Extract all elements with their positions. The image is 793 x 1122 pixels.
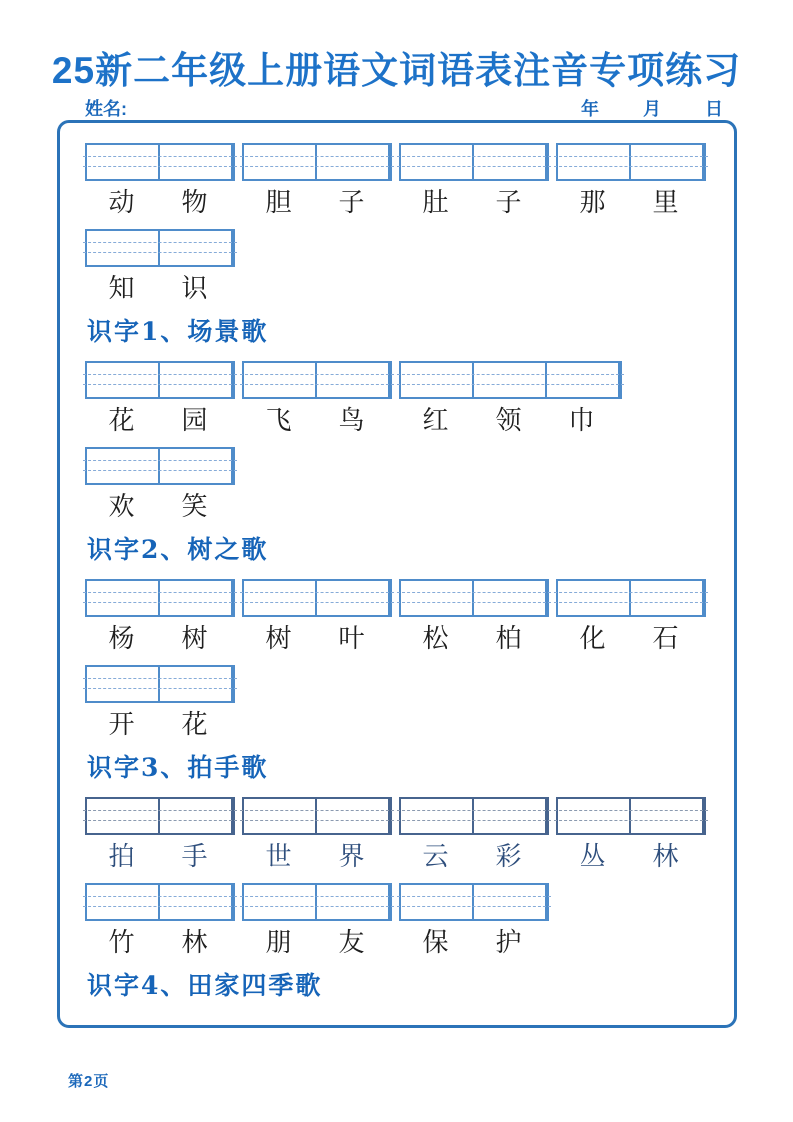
pinyin-box — [85, 447, 235, 485]
pinyin-cell — [631, 145, 704, 179]
worksheet-frame — [57, 120, 737, 1028]
chars-row — [85, 273, 235, 305]
words-row — [85, 797, 734, 873]
char: 林 — [652, 842, 679, 872]
pinyin-box — [556, 143, 706, 181]
chars-row — [399, 623, 549, 655]
char: 世 — [265, 842, 292, 872]
words-row — [85, 883, 734, 959]
chars-row — [556, 623, 706, 655]
pinyin-cell — [474, 885, 547, 919]
pinyin-cell — [631, 581, 704, 615]
char: 里 — [652, 188, 679, 218]
pinyin-box — [85, 883, 235, 921]
pinyin-cell — [160, 667, 233, 701]
word-unit — [399, 143, 549, 219]
section-header: 识字2、树之歌 — [87, 535, 269, 564]
worksheet-body — [85, 143, 734, 1001]
pinyin-cell — [558, 799, 631, 833]
word-unit — [556, 797, 706, 873]
pinyin-cell — [160, 449, 233, 483]
chars-row — [85, 841, 235, 873]
word-unit — [242, 361, 392, 437]
pinyin-cell — [87, 363, 160, 397]
pinyin-box — [85, 361, 235, 399]
pinyin-box — [85, 797, 235, 835]
char: 石 — [652, 624, 679, 654]
pinyin-box — [242, 361, 392, 399]
char: 笑 — [181, 492, 208, 522]
pinyin-cell — [160, 885, 233, 919]
pinyin-box — [85, 665, 235, 703]
pinyin-cell — [317, 885, 390, 919]
pinyin-cell — [87, 449, 160, 483]
word-unit — [556, 579, 706, 655]
pinyin-cell — [87, 667, 160, 701]
char: 物 — [181, 188, 208, 218]
pinyin-cell — [474, 363, 547, 397]
char: 树 — [265, 624, 292, 654]
word-unit — [85, 143, 235, 219]
chars-row — [556, 841, 706, 873]
words-row — [85, 579, 734, 655]
meta-row — [85, 95, 723, 121]
chars-row — [85, 491, 235, 523]
char: 飞 — [265, 406, 292, 436]
pinyin-cell — [401, 885, 474, 919]
pinyin-box — [242, 797, 392, 835]
word-unit — [399, 579, 549, 655]
page-footer: 第2页 — [68, 1073, 110, 1090]
char: 花 — [108, 406, 135, 436]
char: 子 — [338, 188, 365, 218]
char: 丛 — [579, 842, 606, 872]
pinyin-cell — [401, 581, 474, 615]
chars-row — [399, 841, 549, 873]
char: 巾 — [568, 406, 595, 436]
chars-row — [242, 187, 392, 219]
char: 柏 — [495, 624, 522, 654]
word-unit — [556, 143, 706, 219]
chars-row — [399, 187, 549, 219]
word-unit — [85, 883, 235, 959]
char: 红 — [422, 406, 449, 436]
char: 肚 — [422, 188, 449, 218]
pinyin-cell — [474, 799, 547, 833]
page-title: 25新二年级上册语文词语表注音专项练习 — [51, 50, 742, 91]
char: 朋 — [265, 928, 292, 958]
char: 云 — [422, 842, 449, 872]
char: 拍 — [108, 842, 135, 872]
chars-row — [242, 927, 392, 959]
char: 花 — [181, 710, 208, 740]
pinyin-box — [399, 361, 622, 399]
words-row — [85, 143, 734, 219]
pinyin-cell — [244, 363, 317, 397]
word-unit — [85, 447, 235, 523]
char: 领 — [495, 406, 522, 436]
pinyin-cell — [547, 363, 620, 397]
char: 子 — [495, 188, 522, 218]
pinyin-box — [85, 143, 235, 181]
pinyin-cell — [401, 363, 474, 397]
words-row — [85, 447, 734, 523]
char: 松 — [422, 624, 449, 654]
word-unit — [85, 665, 235, 741]
pinyin-cell — [244, 145, 317, 179]
section-header: 识字1、场景歌 — [87, 317, 269, 346]
chars-row — [242, 841, 392, 873]
pinyin-cell — [401, 145, 474, 179]
char: 友 — [338, 928, 365, 958]
word-unit — [399, 361, 622, 437]
name-label: 姓名: — [85, 99, 127, 119]
pinyin-box — [85, 579, 235, 617]
pinyin-cell — [474, 581, 547, 615]
char: 化 — [579, 624, 606, 654]
char: 动 — [108, 188, 135, 218]
char: 护 — [495, 928, 522, 958]
pinyin-cell — [244, 799, 317, 833]
pinyin-cell — [87, 799, 160, 833]
chars-row — [242, 405, 392, 437]
pinyin-cell — [558, 581, 631, 615]
char: 欢 — [108, 492, 135, 522]
words-row — [85, 229, 734, 305]
date-month-label: 月 — [643, 99, 661, 119]
pinyin-cell — [244, 581, 317, 615]
word-unit — [85, 361, 235, 437]
chars-row — [242, 623, 392, 655]
chars-row — [399, 405, 622, 437]
section-header: 识字3、拍手歌 — [87, 753, 269, 782]
pinyin-box — [399, 579, 549, 617]
char: 识 — [181, 274, 208, 304]
chars-row — [85, 927, 235, 959]
pinyin-cell — [160, 231, 233, 265]
word-unit — [399, 797, 549, 873]
word-unit — [85, 797, 235, 873]
pinyin-cell — [401, 799, 474, 833]
pinyin-box — [556, 579, 706, 617]
pinyin-cell — [558, 145, 631, 179]
pinyin-cell — [87, 145, 160, 179]
pinyin-cell — [160, 145, 233, 179]
chars-row — [85, 405, 235, 437]
words-row — [85, 361, 734, 437]
word-unit — [242, 797, 392, 873]
pinyin-box — [399, 883, 549, 921]
char: 园 — [181, 406, 208, 436]
word-unit — [399, 883, 549, 959]
char: 树 — [181, 624, 208, 654]
word-unit — [85, 229, 235, 305]
pinyin-box — [556, 797, 706, 835]
date-year-label: 年 — [581, 99, 599, 119]
char: 保 — [422, 928, 449, 958]
words-row — [85, 665, 734, 741]
pinyin-cell — [87, 231, 160, 265]
pinyin-cell — [631, 799, 704, 833]
pinyin-cell — [244, 885, 317, 919]
chars-row — [85, 187, 235, 219]
char: 胆 — [265, 188, 292, 218]
chars-row — [85, 623, 235, 655]
char: 林 — [181, 928, 208, 958]
date-day-label: 日 — [705, 99, 723, 119]
chars-row — [556, 187, 706, 219]
pinyin-cell — [317, 363, 390, 397]
date-group — [581, 95, 723, 121]
pinyin-cell — [87, 885, 160, 919]
pinyin-box — [399, 797, 549, 835]
chars-row — [85, 709, 235, 741]
pinyin-cell — [160, 363, 233, 397]
char: 手 — [181, 842, 208, 872]
char: 叶 — [338, 624, 365, 654]
pinyin-box — [242, 579, 392, 617]
section-header: 识字4、田家四季歌 — [87, 971, 323, 1000]
char: 鸟 — [338, 406, 365, 436]
pinyin-cell — [160, 799, 233, 833]
word-unit — [242, 883, 392, 959]
word-unit — [242, 143, 392, 219]
char: 开 — [108, 710, 135, 740]
pinyin-cell — [87, 581, 160, 615]
char: 知 — [108, 274, 135, 304]
word-unit — [85, 579, 235, 655]
pinyin-cell — [317, 799, 390, 833]
pinyin-cell — [317, 145, 390, 179]
pinyin-box — [85, 229, 235, 267]
char: 界 — [338, 842, 365, 872]
pinyin-cell — [160, 581, 233, 615]
pinyin-cell — [474, 145, 547, 179]
pinyin-box — [242, 143, 392, 181]
char: 那 — [579, 188, 606, 218]
chars-row — [399, 927, 549, 959]
pinyin-box — [399, 143, 549, 181]
char: 彩 — [495, 842, 522, 872]
word-unit — [242, 579, 392, 655]
char: 竹 — [108, 928, 135, 958]
char: 杨 — [108, 624, 135, 654]
pinyin-box — [242, 883, 392, 921]
pinyin-cell — [317, 581, 390, 615]
